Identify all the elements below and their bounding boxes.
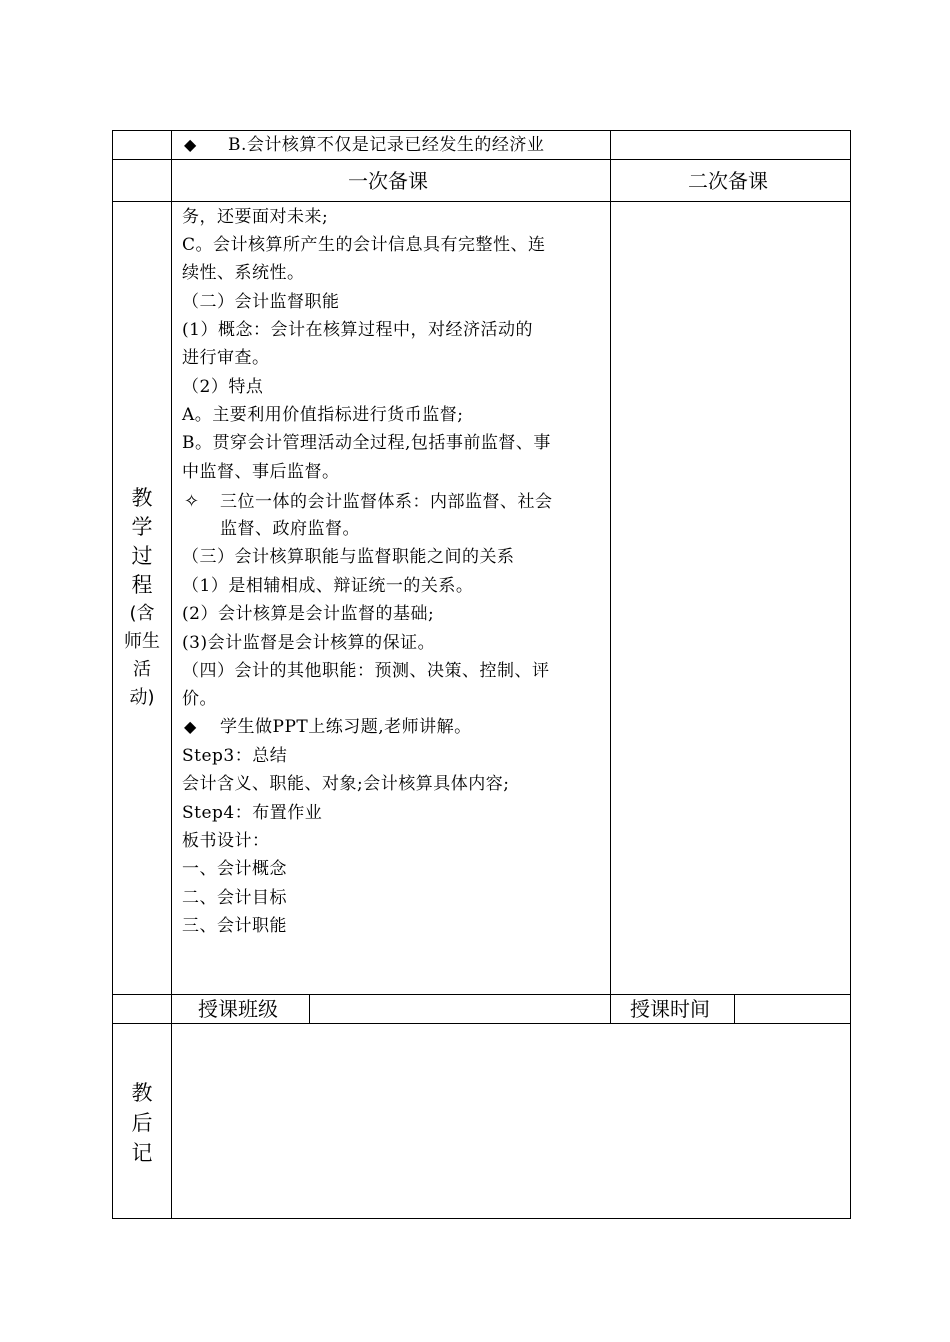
row-divider bbox=[112, 159, 851, 160]
row-divider bbox=[112, 994, 851, 995]
top-row-text: B.会计核算不仅是记录已经发生的经济业 bbox=[228, 135, 545, 155]
column-divider bbox=[309, 994, 310, 1024]
content-line: 板书设计： bbox=[182, 831, 270, 851]
diamond-bullet-icon: ◆ bbox=[184, 135, 197, 154]
content-line: B。贯穿会计管理活动全过程,包括事前监督、事 bbox=[182, 433, 551, 453]
content-line: （2）特点 bbox=[182, 377, 264, 397]
content-line: Step4：布置作业 bbox=[182, 803, 323, 823]
content-line: 续性、系统性。 bbox=[182, 263, 305, 283]
content-line: （1）是相辅相成、辩证统一的关系。 bbox=[182, 576, 474, 596]
content-line: (1）概念：会计在核算过程中，对经济活动的 bbox=[182, 320, 533, 340]
column-divider bbox=[171, 130, 172, 1219]
table-border-top bbox=[112, 130, 851, 131]
time-label: 授课时间 bbox=[630, 997, 710, 1021]
content-line: 务，还要面对未来; bbox=[182, 207, 329, 227]
content-line: （四）会计的其他职能：预测、决策、控制、评 bbox=[182, 661, 550, 681]
row-divider bbox=[112, 1023, 851, 1024]
diamond-bullet-icon: ◆ bbox=[184, 717, 197, 736]
content-line: 一、会计概念 bbox=[182, 859, 287, 879]
column-divider bbox=[734, 994, 735, 1024]
class-label: 授课班级 bbox=[198, 997, 278, 1021]
content-line: 中监督、事后监督。 bbox=[182, 462, 340, 482]
content-line: 学生做PPT上练习题,老师讲解。 bbox=[220, 717, 472, 737]
content-line: 进行审查。 bbox=[182, 348, 270, 368]
content-line: A。主要利用价值指标进行货币监督; bbox=[182, 405, 464, 425]
content-line: 监督、政府监督。 bbox=[220, 519, 360, 539]
after-class-notes-label: 教 后 记 bbox=[131, 1081, 153, 1165]
teaching-process-label: 教 学 过 程 (含 师生 活 动) bbox=[124, 486, 160, 708]
header-first-prep: 一次备课 bbox=[348, 169, 428, 193]
content-line: （二）会计监督职能 bbox=[182, 292, 340, 312]
content-line: 二、会计目标 bbox=[182, 888, 287, 908]
content-line: 价。 bbox=[182, 689, 217, 709]
header-second-prep: 二次备课 bbox=[688, 169, 768, 193]
column-divider bbox=[610, 130, 611, 1024]
table-border-bottom bbox=[112, 1218, 851, 1219]
table-border-right bbox=[850, 130, 851, 1219]
content-line: Step3：总结 bbox=[182, 746, 288, 766]
content-line: C。会计核算所产生的会计信息具有完整性、连 bbox=[182, 235, 546, 255]
sparkle-diamond-icon: ✧ bbox=[184, 491, 200, 512]
content-line: (3)会计监督是会计核算的保证。 bbox=[182, 633, 436, 653]
row-divider bbox=[112, 201, 851, 202]
content-line: 三位一体的会计监督体系：内部监督、社会 bbox=[220, 492, 553, 512]
content-line: (2）会计核算是会计监督的基础; bbox=[182, 604, 435, 624]
content-line: 三、会计职能 bbox=[182, 916, 287, 936]
content-line: （三）会计核算职能与监督职能之间的关系 bbox=[182, 547, 515, 567]
content-line: 会计含义、职能、对象;会计核算具体内容; bbox=[182, 774, 510, 794]
